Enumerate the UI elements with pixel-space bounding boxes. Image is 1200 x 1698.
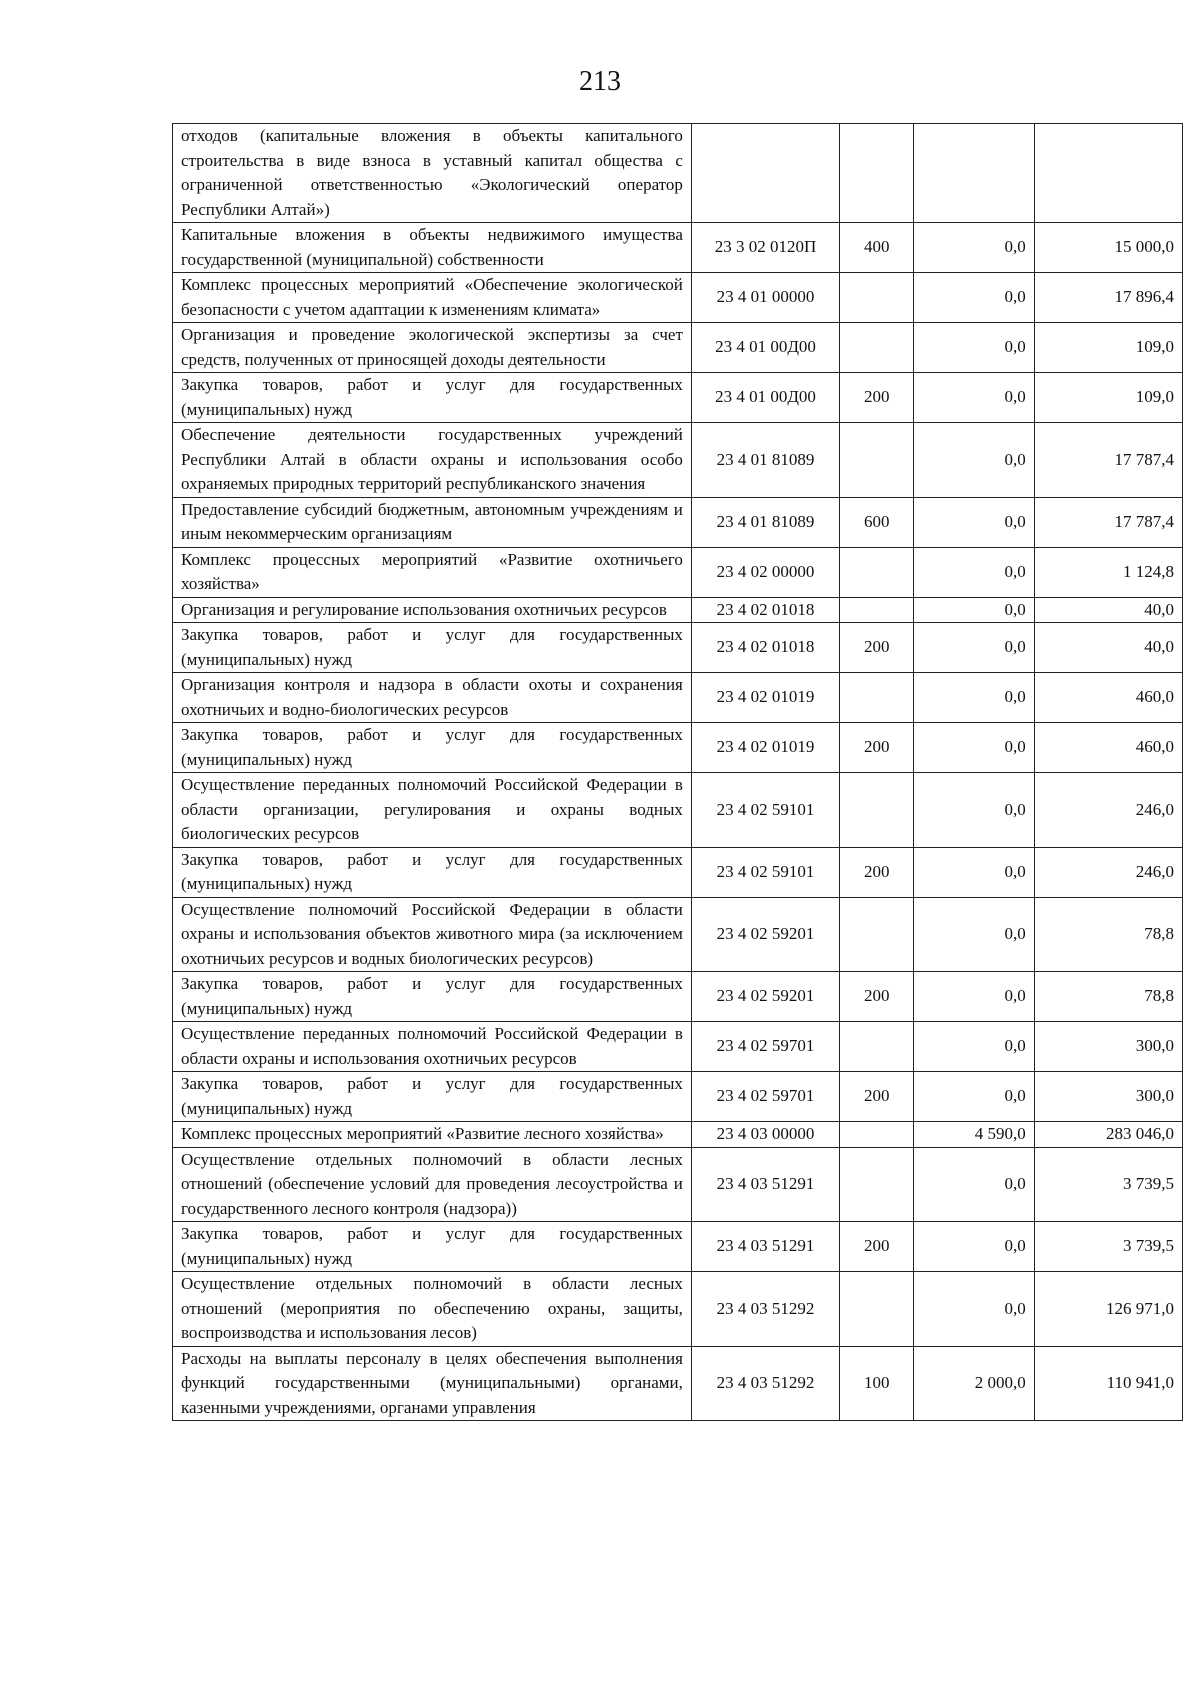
row-name-cell: Закупка товаров, работ и услуг для государственных (муниципальных) нужд [173, 1222, 692, 1272]
row-expense-type-cell: 100 [840, 1346, 914, 1421]
row-code-cell: 23 4 01 00Д00 [691, 373, 839, 423]
row-name-cell: Организация и регулирование использования охотничьих ресурсов [173, 597, 692, 623]
table-row [173, 273, 1183, 323]
row-expense-type-cell [840, 1272, 914, 1347]
row-amount-2-cell: 246,0 [1034, 847, 1182, 897]
table-row [173, 124, 1183, 223]
row-amount-1-cell: 2 000,0 [914, 1346, 1034, 1421]
table-row [173, 223, 1183, 273]
row-code-cell [691, 124, 839, 223]
row-amount-1-cell: 0,0 [914, 547, 1034, 597]
row-code-cell: 23 4 02 59101 [691, 847, 839, 897]
row-amount-2-cell: 15 000,0 [1034, 223, 1182, 273]
row-amount-2-cell: 460,0 [1034, 723, 1182, 773]
row-amount-1-cell: 0,0 [914, 1072, 1034, 1122]
table-row [173, 1346, 1183, 1421]
row-code-cell: 23 4 02 59701 [691, 1072, 839, 1122]
table-row [173, 847, 1183, 897]
budget-table-body [173, 124, 1183, 1421]
row-name-cell: Комплекс процессных мероприятий «Обеспечение экологической безопасности с учетом адаптации к изменениям климата» [173, 273, 692, 323]
row-amount-2-cell: 1 124,8 [1034, 547, 1182, 597]
row-amount-1-cell: 0,0 [914, 273, 1034, 323]
row-expense-type-cell [840, 1122, 914, 1148]
row-amount-1-cell: 0,0 [914, 223, 1034, 273]
row-code-cell: 23 4 03 51291 [691, 1222, 839, 1272]
row-expense-type-cell [840, 1022, 914, 1072]
row-amount-1-cell: 0,0 [914, 1222, 1034, 1272]
row-amount-2-cell [1034, 124, 1182, 223]
row-name-cell: Организация контроля и надзора в области охоты и сохранения охотничьих и водно-биологических ресурсов [173, 673, 692, 723]
row-amount-1-cell: 0,0 [914, 673, 1034, 723]
row-amount-2-cell: 3 739,5 [1034, 1222, 1182, 1272]
page-number: 213 [579, 66, 621, 97]
row-name-cell: Капитальные вложения в объекты недвижимого имущества государственной (муниципальной) собственности [173, 223, 692, 273]
row-expense-type-cell [840, 773, 914, 848]
row-amount-2-cell: 78,8 [1034, 897, 1182, 972]
row-code-cell: 23 4 02 01018 [691, 597, 839, 623]
row-expense-type-cell: 200 [840, 1222, 914, 1272]
table-row [173, 1072, 1183, 1122]
row-expense-type-cell [840, 423, 914, 498]
row-code-cell: 23 4 02 59701 [691, 1022, 839, 1072]
row-amount-2-cell: 300,0 [1034, 1022, 1182, 1072]
row-amount-1-cell: 0,0 [914, 323, 1034, 373]
row-name-cell: Комплекс процессных мероприятий «Развитие лесного хозяйства» [173, 1122, 692, 1148]
table-row [173, 773, 1183, 848]
row-amount-1-cell: 0,0 [914, 597, 1034, 623]
row-expense-type-cell: 600 [840, 497, 914, 547]
row-name-cell: Осуществление отдельных полномочий в области лесных отношений (обеспечение условий для проведения лесоустройства и государственного лесного контроля (надзора)) [173, 1147, 692, 1222]
row-amount-2-cell: 78,8 [1034, 972, 1182, 1022]
row-name-cell: Расходы на выплаты персоналу в целях обеспечения выполнения функций государственными (муниципальными) органами, казенными учреждениями, органами управления [173, 1346, 692, 1421]
row-code-cell: 23 4 01 00000 [691, 273, 839, 323]
row-expense-type-cell [840, 124, 914, 223]
table-row [173, 673, 1183, 723]
row-amount-1-cell: 0,0 [914, 847, 1034, 897]
row-code-cell: 23 4 03 51291 [691, 1147, 839, 1222]
row-name-cell: Осуществление переданных полномочий Российской Федерации в области организации, регулирования и охраны водных биологических ресурсов [173, 773, 692, 848]
row-code-cell: 23 4 02 59101 [691, 773, 839, 848]
table-row [173, 423, 1183, 498]
row-name-cell: Закупка товаров, работ и услуг для государственных (муниципальных) нужд [173, 847, 692, 897]
row-amount-2-cell: 40,0 [1034, 623, 1182, 673]
row-code-cell: 23 4 02 59201 [691, 897, 839, 972]
row-amount-2-cell: 283 046,0 [1034, 1122, 1182, 1148]
row-amount-2-cell: 460,0 [1034, 673, 1182, 723]
table-row [173, 972, 1183, 1022]
row-amount-1-cell: 0,0 [914, 423, 1034, 498]
row-code-cell: 23 4 01 81089 [691, 497, 839, 547]
row-name-cell: Предоставление субсидий бюджетным, автономным учреждениям и иным некоммерческим организациям [173, 497, 692, 547]
table-row [173, 1147, 1183, 1222]
row-name-cell: Закупка товаров, работ и услуг для государственных (муниципальных) нужд [173, 723, 692, 773]
row-code-cell: 23 4 02 00000 [691, 547, 839, 597]
row-code-cell: 23 4 02 01018 [691, 623, 839, 673]
row-amount-1-cell: 0,0 [914, 723, 1034, 773]
row-expense-type-cell [840, 897, 914, 972]
table-row [173, 323, 1183, 373]
row-name-cell: Осуществление отдельных полномочий в области лесных отношений (мероприятия по обеспечению охраны, защиты, воспроизводства и использования лесов) [173, 1272, 692, 1347]
row-amount-2-cell: 109,0 [1034, 323, 1182, 373]
budget-table [172, 123, 1183, 1421]
row-amount-1-cell: 4 590,0 [914, 1122, 1034, 1148]
row-amount-1-cell: 0,0 [914, 1022, 1034, 1072]
row-expense-type-cell [840, 323, 914, 373]
row-amount-2-cell: 246,0 [1034, 773, 1182, 848]
table-row [173, 897, 1183, 972]
row-amount-2-cell: 17 787,4 [1034, 423, 1182, 498]
row-amount-1-cell: 0,0 [914, 623, 1034, 673]
row-amount-2-cell: 3 739,5 [1034, 1147, 1182, 1222]
row-expense-type-cell: 200 [840, 847, 914, 897]
table-row [173, 1272, 1183, 1347]
row-expense-type-cell: 200 [840, 373, 914, 423]
row-code-cell: 23 3 02 0120П [691, 223, 839, 273]
row-expense-type-cell [840, 1147, 914, 1222]
row-name-cell: Обеспечение деятельности государственных учреждений Республики Алтай в области охраны и использования особо охраняемых природных территорий республиканского значения [173, 423, 692, 498]
row-amount-2-cell: 126 971,0 [1034, 1272, 1182, 1347]
row-code-cell: 23 4 01 81089 [691, 423, 839, 498]
row-amount-1-cell [914, 124, 1034, 223]
row-expense-type-cell [840, 597, 914, 623]
row-expense-type-cell [840, 547, 914, 597]
row-expense-type-cell: 200 [840, 723, 914, 773]
row-name-cell: отходов (капитальные вложения в объекты капитального строительства в виде взноса в уставный капитал общества с ограниченной ответственностью «Экологический оператор Республики Алтай») [173, 124, 692, 223]
row-expense-type-cell [840, 673, 914, 723]
row-expense-type-cell: 200 [840, 1072, 914, 1122]
row-amount-2-cell: 40,0 [1034, 597, 1182, 623]
row-expense-type-cell: 200 [840, 972, 914, 1022]
row-amount-2-cell: 109,0 [1034, 373, 1182, 423]
table-row [173, 623, 1183, 673]
row-name-cell: Комплекс процессных мероприятий «Развитие охотничьего хозяйства» [173, 547, 692, 597]
row-amount-1-cell: 0,0 [914, 972, 1034, 1022]
table-row [173, 1022, 1183, 1072]
row-amount-2-cell: 17 787,4 [1034, 497, 1182, 547]
row-amount-2-cell: 17 896,4 [1034, 273, 1182, 323]
row-code-cell: 23 4 03 00000 [691, 1122, 839, 1148]
table-row [173, 373, 1183, 423]
row-expense-type-cell [840, 273, 914, 323]
row-name-cell: Закупка товаров, работ и услуг для государственных (муниципальных) нужд [173, 373, 692, 423]
row-name-cell: Организация и проведение экологической экспертизы за счет средств, полученных от приносящей доходы деятельности [173, 323, 692, 373]
table-row [173, 1222, 1183, 1272]
row-expense-type-cell: 400 [840, 223, 914, 273]
row-amount-1-cell: 0,0 [914, 1147, 1034, 1222]
row-name-cell: Закупка товаров, работ и услуг для государственных (муниципальных) нужд [173, 1072, 692, 1122]
row-code-cell: 23 4 02 01019 [691, 673, 839, 723]
table-row [173, 597, 1183, 623]
row-code-cell: 23 4 02 59201 [691, 972, 839, 1022]
row-name-cell: Осуществление переданных полномочий Российской Федерации в области охраны и использования охотничьих ресурсов [173, 1022, 692, 1072]
row-expense-type-cell: 200 [840, 623, 914, 673]
row-name-cell: Осуществление полномочий Российской Федерации в области охраны и использования объектов животного мира (за исключением охотничьих ресурсов и водных биологических ресурсов) [173, 897, 692, 972]
table-row [173, 1122, 1183, 1148]
row-name-cell: Закупка товаров, работ и услуг для государственных (муниципальных) нужд [173, 623, 692, 673]
row-amount-1-cell: 0,0 [914, 773, 1034, 848]
row-amount-2-cell: 300,0 [1034, 1072, 1182, 1122]
row-amount-2-cell: 110 941,0 [1034, 1346, 1182, 1421]
table-row [173, 723, 1183, 773]
row-name-cell: Закупка товаров, работ и услуг для государственных (муниципальных) нужд [173, 972, 692, 1022]
row-code-cell: 23 4 03 51292 [691, 1272, 839, 1347]
row-amount-1-cell: 0,0 [914, 497, 1034, 547]
row-amount-1-cell: 0,0 [914, 373, 1034, 423]
row-code-cell: 23 4 01 00Д00 [691, 323, 839, 373]
row-amount-1-cell: 0,0 [914, 897, 1034, 972]
row-code-cell: 23 4 02 01019 [691, 723, 839, 773]
row-code-cell: 23 4 03 51292 [691, 1346, 839, 1421]
table-row [173, 497, 1183, 547]
table-row [173, 547, 1183, 597]
row-amount-1-cell: 0,0 [914, 1272, 1034, 1347]
